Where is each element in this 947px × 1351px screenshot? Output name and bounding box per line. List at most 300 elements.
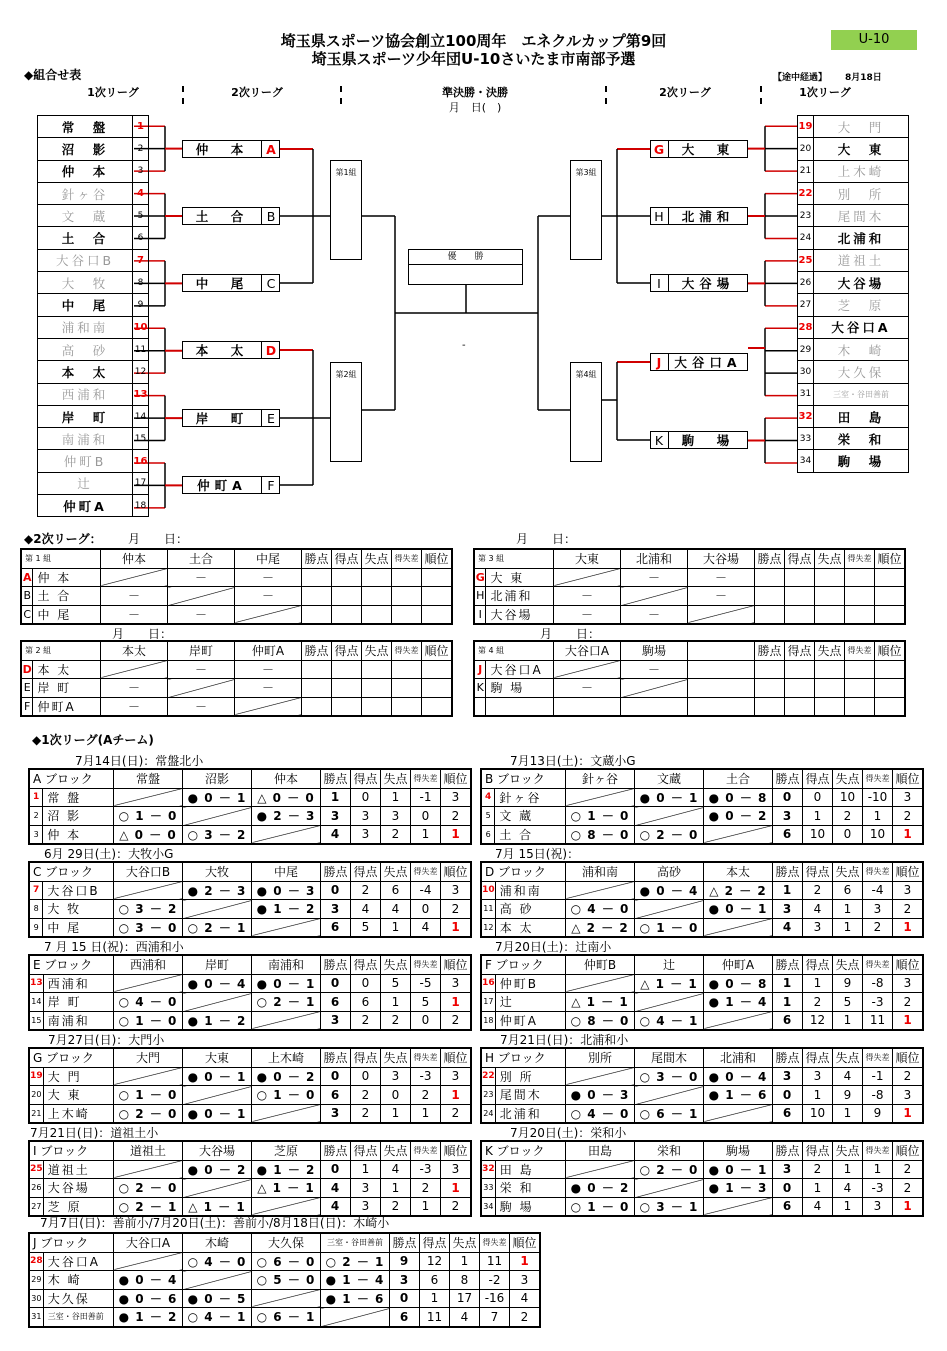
mid-dash: -	[462, 340, 466, 351]
team-number: 20	[798, 138, 814, 160]
table-row	[29, 1289, 540, 1308]
stat-pts: 0	[321, 1160, 351, 1179]
stat-rk: 1	[893, 1104, 924, 1123]
stat-rk: 4	[510, 1289, 541, 1308]
match-result: △ 0 － 0	[252, 788, 321, 807]
match-cell	[168, 587, 235, 606]
stat-gf: 12	[420, 1252, 450, 1271]
stat-ga: 1	[833, 918, 863, 937]
stat-gd: -3	[863, 1179, 893, 1198]
match-cell: －	[101, 587, 168, 606]
stat-pts: 6	[773, 1011, 803, 1030]
stat-cell	[422, 660, 453, 679]
match-cell	[566, 974, 635, 993]
stat-rk: 1	[441, 993, 472, 1012]
match-result: ○ 1 － 0	[252, 1086, 321, 1105]
table-header-row	[481, 769, 923, 788]
team-name: 常 盤	[38, 116, 133, 138]
first-stage-table	[480, 1140, 924, 1217]
team-number: 20	[29, 1086, 43, 1105]
stat-rk: 2	[441, 807, 472, 826]
team-name: 仲町A	[38, 495, 133, 517]
title-line-1: 埼玉県スポーツ協会創立100周年 エネクルカップ第9回	[280, 32, 667, 50]
stat-gf: 4	[351, 900, 381, 919]
stat-header: 得失差	[480, 1233, 510, 1252]
bracket-team-row	[38, 495, 149, 517]
block-label: F ブロック	[481, 955, 566, 974]
stat-gf: 1	[351, 1160, 381, 1179]
team-number: 11	[481, 900, 495, 919]
team-name: 文 蔵	[495, 807, 566, 826]
team-name: 田 島	[495, 1160, 565, 1179]
match-result: ● 0 － 2	[704, 807, 773, 826]
match-cell: －	[101, 605, 168, 624]
stat-gf: 2	[803, 881, 833, 900]
stat-pts: 1	[773, 974, 803, 993]
match-result: ○ 2 － 1	[114, 1197, 183, 1216]
stat-ga: 17	[450, 1289, 480, 1308]
match-cell	[183, 900, 252, 919]
stat-cell	[302, 568, 332, 587]
stat-cell	[845, 697, 875, 716]
team-name: 西浦和	[38, 383, 133, 405]
col-final: 準決勝・決勝	[442, 86, 508, 99]
stat-pts: 0	[773, 788, 803, 807]
team-name: 尾間木	[495, 1086, 565, 1105]
first-stage-table	[480, 768, 924, 845]
match-cell	[252, 918, 321, 937]
stat-header: 勝点	[390, 1233, 420, 1252]
first-stage-table	[480, 954, 924, 1031]
stat-header: 順位	[441, 862, 472, 881]
team-name: 高 砂	[495, 900, 565, 919]
stat-cell	[392, 568, 422, 587]
stat-header: 順位	[893, 955, 924, 974]
team-name: 三室・谷田善前	[814, 383, 909, 405]
team-name: 大谷口A	[814, 316, 909, 338]
match-cell	[554, 660, 621, 679]
stat-pts: 3	[773, 1067, 803, 1086]
stat-header: 順位	[875, 641, 906, 660]
stat-header: 得失差	[845, 549, 875, 568]
team-letter: C	[266, 276, 276, 291]
match-cell: －	[168, 660, 235, 679]
team-name: 大 門	[814, 116, 909, 138]
match-result: ● 1 － 6	[704, 1086, 773, 1105]
team-number: 21	[29, 1104, 43, 1123]
team-number: 23	[798, 205, 814, 227]
group-1-box	[330, 160, 362, 260]
stat-cell	[845, 660, 875, 679]
match-cell: －	[554, 587, 621, 606]
stat-cell	[362, 660, 392, 679]
stat-cell	[785, 587, 815, 606]
table-row	[474, 679, 905, 698]
stat-header: 得失差	[863, 862, 893, 881]
stat-pts: 3	[321, 900, 351, 919]
bracket-team-row	[38, 450, 149, 472]
team-name: 南浦和	[38, 428, 133, 450]
stat-header: 得点	[351, 955, 381, 974]
team-number: 3	[133, 160, 149, 182]
table-header-row	[481, 862, 923, 881]
stat-gd: 2	[411, 1086, 441, 1105]
stat-rk: 2	[893, 1179, 924, 1198]
stat-cell	[815, 568, 845, 587]
opponent-header: 土合	[704, 769, 773, 788]
stat-ga: 1	[833, 1011, 863, 1030]
block-date: 7 月 15 日(祝)：西浦和小	[44, 940, 184, 954]
bracket-team-row	[798, 405, 909, 427]
match-result: ● 0 － 8	[704, 788, 773, 807]
second-stage-team	[650, 140, 748, 158]
match-cell: －	[235, 568, 302, 587]
opponent-header: 中尾	[235, 549, 302, 568]
stat-gd: 7	[480, 1308, 510, 1327]
stat-gd: 4	[411, 918, 441, 937]
team-name: 岸 町	[43, 993, 113, 1012]
stat-gd: 1	[411, 1104, 441, 1123]
stat-gd: 2	[411, 1179, 441, 1198]
stat-gf: 1	[420, 1289, 450, 1308]
stat-header: 得点	[803, 955, 833, 974]
stat-ga: 6	[833, 881, 863, 900]
block-date: 7月20日(土)：辻南小	[495, 940, 612, 954]
champion-box	[408, 249, 523, 285]
stat-pts: 6	[321, 993, 351, 1012]
stat-cell	[755, 587, 785, 606]
stat-gf: 1	[803, 1179, 833, 1198]
stat-header: 順位	[441, 1141, 472, 1160]
match-result: ● 0 － 4	[183, 974, 252, 993]
stat-ga: 4	[381, 900, 411, 919]
stat-header: 順位	[893, 769, 924, 788]
date-group-1: 月 日：	[128, 532, 189, 546]
stat-header: 得点	[351, 769, 381, 788]
stat-header: 勝点	[773, 955, 803, 974]
stat-gf: 2	[351, 1011, 381, 1030]
stat-header: 勝点	[773, 862, 803, 881]
team-name: 大谷場	[486, 605, 554, 624]
stat-header: 勝点	[755, 549, 785, 568]
bracket-team-row	[798, 205, 909, 227]
match-result: ● 0 － 1	[183, 1104, 252, 1123]
team-letter: H	[474, 587, 486, 606]
stat-cell	[302, 660, 332, 679]
stat-rk: 2	[441, 1011, 472, 1030]
stat-header: 得失差	[392, 641, 422, 660]
stat-header: 順位	[441, 955, 472, 974]
stat-cell	[422, 568, 453, 587]
match-result: △ 2 － 2	[566, 918, 635, 937]
stat-cell	[362, 605, 392, 624]
stat-cell	[332, 679, 362, 698]
team-number: 25	[798, 249, 814, 271]
team-letter: H	[654, 209, 664, 224]
stat-header: 失点	[381, 955, 411, 974]
second-stage-team	[182, 274, 280, 292]
team-name: 土 合	[495, 825, 566, 844]
match-result: ○ 2 － 1	[183, 918, 252, 937]
stat-header: 失点	[833, 955, 863, 974]
stat-header: 得失差	[863, 1048, 893, 1067]
opponent-header: 沼影	[183, 769, 252, 788]
match-cell	[704, 1011, 773, 1030]
second-stage-team	[182, 476, 280, 494]
match-cell	[566, 788, 635, 807]
stat-cell	[755, 605, 785, 624]
stat-header: 得失差	[863, 769, 893, 788]
team-letter: A	[266, 142, 276, 157]
match-result: ● 1 － 4	[704, 993, 773, 1012]
stat-gf: 1	[803, 1086, 833, 1105]
table-row	[481, 1104, 923, 1123]
bracket-team-row	[798, 450, 909, 472]
team-name: 本 太	[38, 361, 133, 383]
stat-header: 得失差	[863, 955, 893, 974]
team-number: 13	[29, 974, 43, 993]
stat-gd: -16	[480, 1289, 510, 1308]
opponent-header: 仲町A	[235, 641, 302, 660]
bracket-team-row	[798, 227, 909, 249]
opponent-header: 北浦和	[621, 549, 688, 568]
opponent-header: 田島	[566, 1141, 635, 1160]
team-name: 木 崎	[43, 1271, 113, 1290]
team-number: 28	[29, 1252, 43, 1271]
table-row	[481, 1011, 923, 1030]
stat-pts: 3	[773, 807, 803, 826]
stat-header: 失点	[381, 769, 411, 788]
team-name: 尾間木	[814, 205, 909, 227]
opponent-header: 大谷口B	[114, 862, 183, 881]
second-stage-team	[650, 207, 748, 225]
stat-header: 得失差	[411, 1141, 441, 1160]
match-result: ○ 5 － 0	[252, 1271, 321, 1290]
second-stage-team	[182, 207, 280, 225]
stat-ga: 1	[833, 1104, 863, 1123]
stat-header: 失点	[815, 641, 845, 660]
team-number: 29	[798, 338, 814, 360]
stat-rk: 2	[893, 993, 924, 1012]
stat-rk: 3	[441, 788, 472, 807]
block-label: C ブロック	[29, 862, 114, 881]
team-number: 4	[133, 182, 149, 204]
match-result: ● 0 － 2	[252, 1067, 321, 1086]
stat-rk: 3	[893, 881, 924, 900]
stat-pts: 9	[390, 1252, 420, 1271]
team-name: 別 所	[814, 182, 909, 204]
team-number: 17	[481, 993, 495, 1012]
stat-cell	[815, 605, 845, 624]
stat-gf: 3	[351, 1197, 381, 1216]
team-name: 仲町A	[183, 477, 262, 493]
table-row	[474, 587, 905, 606]
team-number: 19	[29, 1067, 43, 1086]
team-name: 大 門	[43, 1067, 113, 1086]
match-cell: －	[168, 568, 235, 587]
stat-pts: 3	[321, 1104, 351, 1123]
match-cell: －	[101, 679, 168, 698]
first-stage-table	[480, 1047, 924, 1124]
group-label: 第 3 組	[474, 549, 554, 568]
stat-gf: 6	[420, 1271, 450, 1290]
stat-gf: 0	[803, 788, 833, 807]
team-name: 仲 本	[33, 568, 101, 587]
stat-ga: 3	[381, 1067, 411, 1086]
match-cell	[704, 1197, 773, 1216]
date-group-4: 月 日：	[540, 627, 601, 641]
stat-header: 失点	[450, 1233, 480, 1252]
stat-cell	[755, 679, 785, 698]
match-result: ○ 1 － 0	[114, 1011, 183, 1030]
stat-pts: 6	[321, 918, 351, 937]
group-label: 第4組	[575, 370, 597, 379]
stat-header: 得点	[785, 641, 815, 660]
table-row	[21, 587, 452, 606]
stat-ga: 6	[381, 881, 411, 900]
team-number: 16	[481, 974, 495, 993]
stat-ga: 4	[381, 1160, 411, 1179]
team-number: 13	[133, 383, 149, 405]
match-result: ● 0 － 1	[635, 788, 704, 807]
match-cell: －	[168, 697, 235, 716]
second-stage-team	[650, 274, 748, 292]
first-stage-table	[28, 1232, 541, 1328]
team-name: 中 尾	[33, 605, 101, 624]
match-cell: －	[235, 679, 302, 698]
match-result: ● 0 － 4	[635, 881, 704, 900]
team-letter: A	[21, 568, 33, 587]
opponent-header: 大東	[183, 1048, 252, 1067]
stat-cell	[785, 697, 815, 716]
team-name: 上木崎	[814, 160, 909, 182]
stat-ga: 3	[381, 807, 411, 826]
opponent-header: 本太	[101, 641, 168, 660]
match-result: ○ 6 － 1	[635, 1104, 704, 1123]
table-row	[481, 1179, 923, 1198]
team-name: 上木崎	[43, 1104, 113, 1123]
team-number: 33	[481, 1179, 495, 1198]
table-row	[481, 1067, 923, 1086]
stat-gd: -8	[863, 1086, 893, 1105]
stat-pts: 4	[773, 918, 803, 937]
stat-cell	[785, 568, 815, 587]
team-number: 4	[481, 788, 495, 807]
stat-cell	[785, 605, 815, 624]
stat-gf: 3	[351, 1179, 381, 1198]
team-name: 辻	[495, 993, 565, 1012]
stat-header: 勝点	[321, 1141, 351, 1160]
stat-cell	[332, 605, 362, 624]
table-row	[21, 697, 452, 716]
team-name: 仲 本	[38, 160, 133, 182]
match-result: ○ 4 － 1	[183, 1308, 252, 1327]
group-label: 第 2 組	[21, 641, 101, 660]
stat-header: 得点	[351, 1141, 381, 1160]
stat-rk: 2	[893, 1067, 924, 1086]
stat-header: 得失差	[845, 641, 875, 660]
block-date: 6月 29日(土)：大牧小G	[44, 847, 174, 861]
match-result: ○ 1 － 0	[566, 807, 635, 826]
match-cell: －	[554, 605, 621, 624]
match-cell	[554, 568, 621, 587]
block-date: 7月 15日(祝)：	[495, 847, 580, 861]
stat-rk: 2	[893, 900, 924, 919]
team-letter: K	[474, 679, 486, 698]
stat-cell	[332, 568, 362, 587]
match-result: △ 1 － 1	[635, 974, 704, 993]
stat-header: 順位	[441, 1048, 472, 1067]
stat-ga: 4	[833, 1067, 863, 1086]
match-result: ● 0 － 8	[704, 974, 773, 993]
stat-rk: 3	[441, 974, 472, 993]
team-number: 22	[798, 182, 814, 204]
opponent-header: 針ヶ谷	[566, 769, 635, 788]
stat-pts: 0	[321, 881, 351, 900]
match-cell	[688, 679, 755, 698]
match-result: ● 0 － 5	[183, 1289, 252, 1308]
bracket-team-row	[38, 294, 149, 316]
col-2ji-right: 2次リーグ	[659, 86, 711, 99]
stat-gd: -10	[863, 788, 893, 807]
date-group-2: 月 日：	[112, 627, 173, 641]
table-row	[481, 900, 923, 919]
stat-ga: 1	[381, 918, 411, 937]
table-row	[29, 993, 471, 1012]
col-final-date: 月 日( )	[448, 101, 502, 114]
opponent-header: 仲町A	[704, 955, 773, 974]
stat-ga: 1	[381, 788, 411, 807]
table-row	[481, 918, 923, 937]
team-name: 大谷口A	[43, 1252, 113, 1271]
stat-gf: 3	[803, 1067, 833, 1086]
stat-cell	[392, 587, 422, 606]
team-number: 21	[798, 160, 814, 182]
team-name: 辻	[38, 472, 133, 494]
bracket-team-row	[38, 428, 149, 450]
stat-pts: 1	[773, 993, 803, 1012]
table-header-row	[29, 769, 471, 788]
stat-rk: 1	[893, 1011, 924, 1030]
block-label: G ブロック	[29, 1048, 114, 1067]
match-cell	[183, 993, 252, 1012]
match-cell	[621, 679, 688, 698]
table-row	[29, 825, 471, 844]
stat-ga: 1	[833, 900, 863, 919]
block-label: D ブロック	[481, 862, 566, 881]
table-row	[29, 1252, 540, 1271]
match-cell	[114, 881, 183, 900]
stat-rk: 1	[441, 1086, 472, 1105]
stat-cell	[392, 679, 422, 698]
team-number: 19	[798, 116, 814, 138]
team-letter: F	[21, 697, 33, 716]
match-result: △ 0 － 0	[114, 825, 183, 844]
stat-header: 順位	[893, 1048, 924, 1067]
team-number: 34	[798, 450, 814, 472]
team-name: 大谷口A	[668, 354, 747, 370]
team-number: 26	[798, 272, 814, 294]
match-result: ○ 2 － 1	[321, 1252, 390, 1271]
stat-cell	[815, 679, 845, 698]
stat-ga: 10	[833, 788, 863, 807]
stat-pts: 3	[390, 1271, 420, 1290]
team-number: 14	[133, 405, 149, 427]
match-result: ● 0 － 3	[252, 881, 321, 900]
match-result: ● 0 － 1	[252, 974, 321, 993]
opponent-header: 岸町	[168, 641, 235, 660]
block-date: 7月21日(日)：道祖土小	[30, 1126, 159, 1140]
